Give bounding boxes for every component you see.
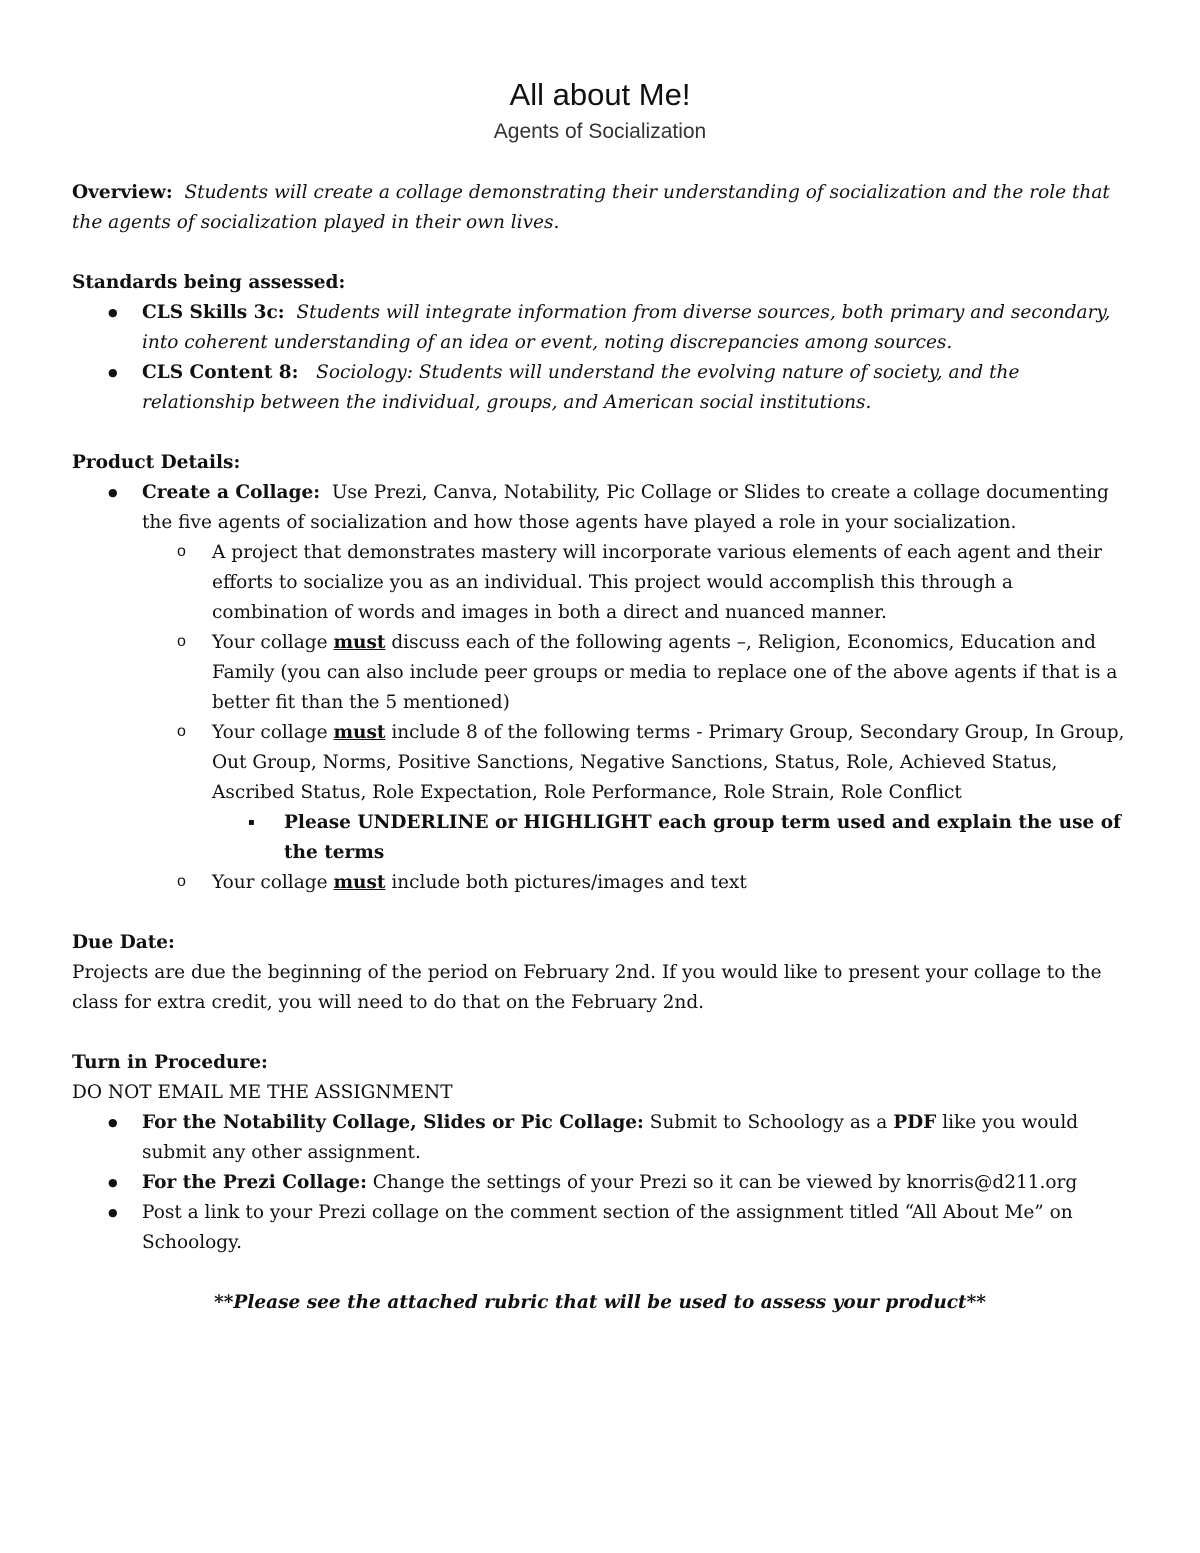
standards-heading: Standards being assessed: [72,272,346,293]
list-item [212,628,1128,718]
prezi-text: Change the settings of your Prezi so it can be viewed by knorris@d211.org [372,1172,1078,1193]
product-list [72,478,1128,898]
list-item [284,808,1128,868]
list-item [142,1108,1128,1168]
terms-note-list [212,808,1128,868]
terms-note: Please UNDERLINE or HIGHLIGHT each group term used and explain the use of the terms [284,812,1121,863]
list-item [212,718,1128,868]
collage-prefix: Your collage [212,632,328,653]
notability-pre: Submit to Schoology as a [649,1112,888,1133]
overview-paragraph [72,178,1128,238]
must-emphasis: must [333,722,386,743]
list-item [212,868,1128,898]
notability-label: For the Notability Collage, Slides or Pic Collage: [142,1112,644,1133]
media-text: include both pictures/images and text [391,872,747,893]
mastery-text: A project that demonstrates mastery will incorporate various elements of each agent and their efforts to socialize you as an individual. This project would accomplish this through a combination of words and images in both a direct and nuanced manner. [212,542,1102,623]
overview-text: Students will create a collage demonstrating their understanding of socialization and the role that the agents of socialization played in their own lives. [72,182,1110,233]
rubric-note: **Please see the attached rubric that will be used to assess your product** [214,1292,986,1313]
collage-prefix: Your collage [212,872,328,893]
agents-text: discuss each of the following agents –, Religion, Economics, Education and Family (you can also include peer groups or media to replace one of the above agents if that is a better fit than the 5 mentioned) [212,632,1118,713]
list-item [142,358,1128,418]
standard-label: CLS Content 8: [142,362,299,383]
product-heading: Product Details: [72,452,241,473]
collage-text: Use Prezi, Canva, Notability, Pic Collage or Slides to create a collage documenting the five agents of socialization and how those agents have played a role in your socialization. [142,482,1109,533]
due-date-heading: Due Date: [72,932,175,953]
due-date-text: Projects are due the beginning of the period on February 2nd. If you would like to present your collage to the class for extra credit, you will need to do that on the February 2nd. [72,962,1102,1013]
must-emphasis: must [333,632,386,653]
list-item [142,298,1128,358]
turn-in-list [72,1108,1128,1258]
list-item [212,538,1128,628]
prezi-label: For the Prezi Collage: [142,1172,367,1193]
overview-label: Overview: [72,182,173,203]
must-emphasis: must [333,872,386,893]
turn-in-heading: Turn in Procedure: [72,1052,268,1073]
terms-text: include 8 of the following terms - Primary Group, Secondary Group, In Group, Out Group, Norms, Positive Sanctions, Negative Sanctions, Status, Role, Achieved Status, Ascribed Status, Role Expectation, Role Performance, Role Strain, Role Conflict [212,722,1125,803]
list-item [142,1168,1128,1198]
collage-prefix: Your collage [212,722,328,743]
collage-label: Create a Collage: [142,482,321,503]
document-subtitle: Agents of Socialization [493,120,707,143]
document-title: All about Me! [509,77,691,112]
post-link-text: Post a link to your Prezi collage on the comment section of the assignment titled “All About Me” on Schoology. [142,1202,1073,1253]
list-item [142,1198,1128,1258]
standards-list [72,298,1128,418]
notability-post: like you would submit any other assignment. [142,1112,1079,1163]
product-sublist [142,538,1128,898]
standard-text: Students will integrate information from diverse sources, both primary and secondary, into coherent understanding of an idea or event, noting discrepancies among sources. [142,302,1111,353]
pdf-label: PDF [893,1112,937,1133]
standard-label: CLS Skills 3c: [142,302,285,323]
no-email-warning: DO NOT EMAIL ME THE ASSIGNMENT [72,1082,453,1103]
list-item [142,478,1128,898]
standard-text: Sociology: Students will understand the evolving nature of society, and the relationship between the individual, groups, and American social institutions. [142,362,1020,413]
